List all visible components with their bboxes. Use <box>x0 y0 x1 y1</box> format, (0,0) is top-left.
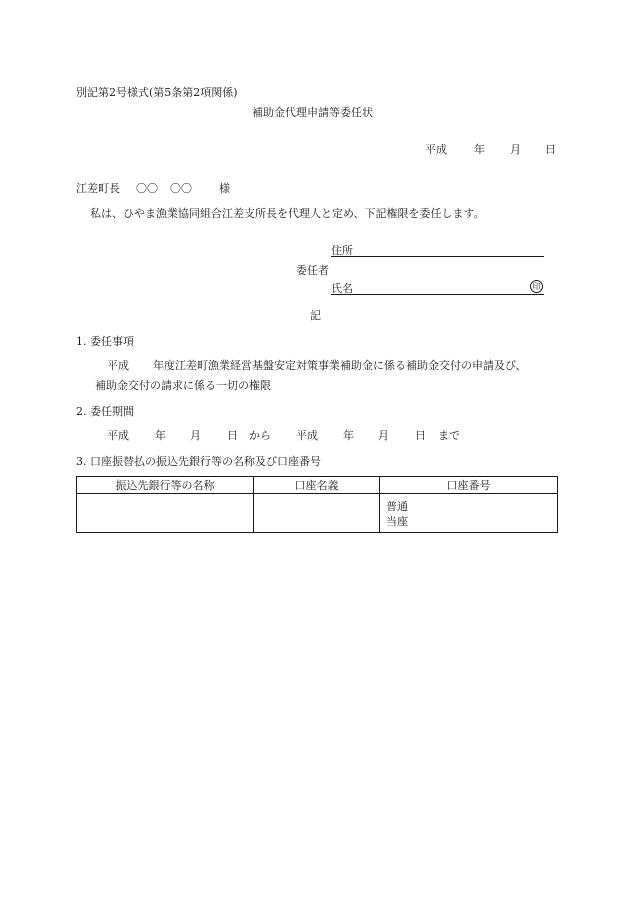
period-from-word: から <box>249 429 271 442</box>
table-row <box>77 494 558 533</box>
date-day-label: 日 <box>545 143 556 156</box>
name-line <box>331 294 544 295</box>
matters-line-2: 補助金交付の請求に係る一切の権限 <box>95 379 271 392</box>
period-from-era: 平成 <box>107 429 129 442</box>
header-bank-name: 振込先銀行等の名称 <box>77 477 254 494</box>
addressee-town: 江差町長 <box>76 182 120 195</box>
seal-mark: 印 <box>530 280 543 293</box>
date-year-label: 年 <box>474 143 485 156</box>
document-title: 補助金代理申請等委任状 <box>252 106 373 119</box>
ki-heading: 記 <box>310 309 321 322</box>
period-to-year-label: 年 <box>343 429 354 442</box>
section-heading: 1. 委任事項 <box>76 335 134 348</box>
header-account-holder: 口座名義 <box>254 477 380 494</box>
account-holder-cell[interactable] <box>254 494 380 533</box>
account-type-current: 当座 <box>386 515 408 528</box>
section-heading: 3. 口座振替払の振込先銀行等の名称及び口座番号 <box>76 455 321 468</box>
addressee-name-1: 〇〇 <box>136 182 158 195</box>
addressee-honorific: 様 <box>219 182 230 195</box>
table-header-row <box>77 477 558 494</box>
account-number-cell[interactable] <box>380 494 558 533</box>
address-line <box>331 256 544 257</box>
period-to-month-label: 月 <box>378 429 389 442</box>
period-to-day-label: 日 <box>415 429 426 442</box>
form-reference: 別記第2号様式(第5条第2項関係) <box>76 86 238 99</box>
matters-era: 平成 <box>107 359 129 372</box>
name-label: 氏名 <box>331 282 353 295</box>
matters-line-1: 年度江差町漁業経営基盤安定対策事業補助金に係る補助金交付の申請及び、 <box>153 359 527 372</box>
period-from-year-label: 年 <box>155 429 166 442</box>
period-to-word: まで <box>438 429 460 442</box>
delegation-statement: 私は、ひやま漁業協同組合江差支所長を代理人と定め、下記権限を委任します。 <box>90 207 485 220</box>
date-era: 平成 <box>425 143 447 156</box>
date-month-label: 月 <box>510 143 521 156</box>
bank-name-cell[interactable] <box>77 494 254 533</box>
principal-label: 委任者 <box>296 264 329 277</box>
period-from-month-label: 月 <box>190 429 201 442</box>
period-from-day-label: 日 <box>227 429 238 442</box>
period-to-era: 平成 <box>296 429 318 442</box>
section-heading: 2. 委任期間 <box>76 405 134 418</box>
header-account-number: 口座番号 <box>380 477 558 494</box>
account-type-ordinary: 普通 <box>386 500 408 513</box>
addressee-name-2: 〇〇 <box>170 182 192 195</box>
address-label: 住所 <box>331 244 353 257</box>
account-table <box>76 476 558 533</box>
